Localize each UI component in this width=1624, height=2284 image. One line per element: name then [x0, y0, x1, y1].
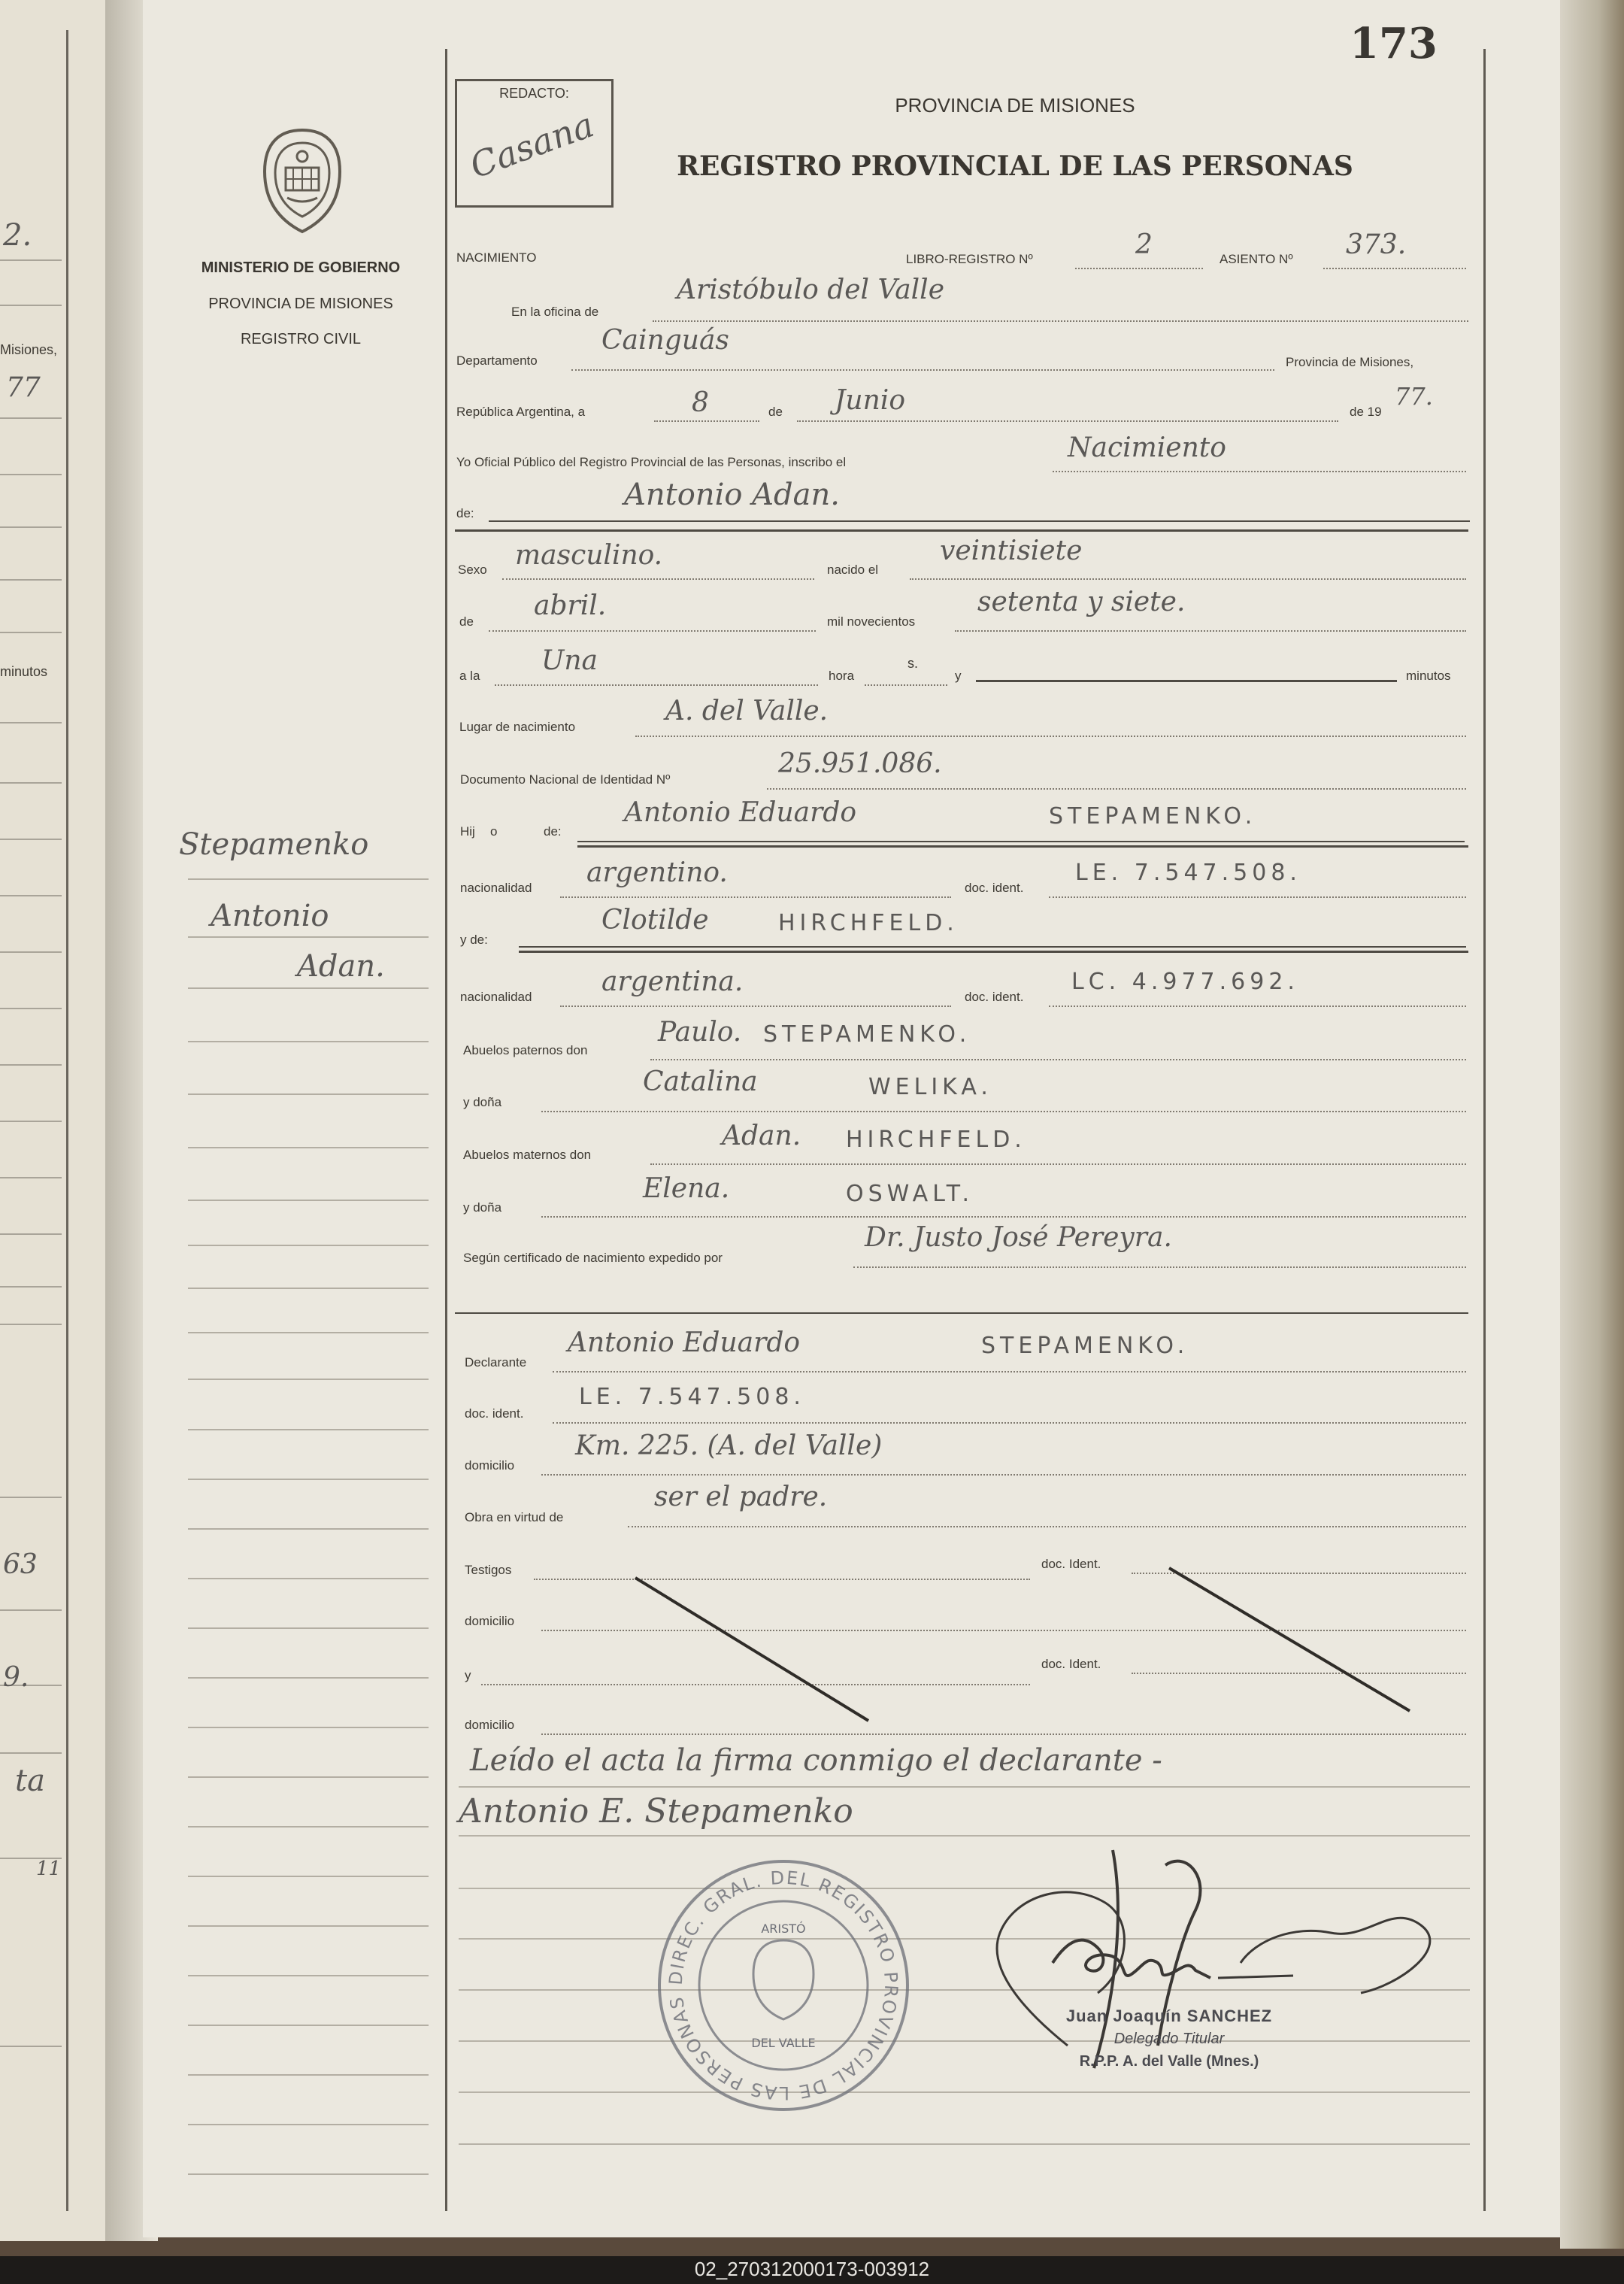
sexo-value: masculino.: [515, 540, 663, 571]
abuela-materna-apellido: OSWALT.: [846, 1181, 974, 1207]
abuela-paterna-apellido: WELIKA.: [868, 1074, 992, 1100]
footer-image-id: 02_270312000173-003912: [694, 2258, 930, 2280]
de-mes-label: de: [768, 405, 783, 419]
footer-bar: [0, 2256, 1624, 2284]
abuelos-maternos-label: Abuelos maternos don: [463, 1148, 592, 1162]
prev-page-fragment-1: 2.: [3, 218, 32, 253]
redacto-handwriting: Casana: [464, 104, 599, 187]
madre-nacionalidad: argentina.: [601, 966, 744, 997]
republica-label: República Argentina, a: [456, 405, 586, 419]
hora-value: Una: [541, 645, 598, 676]
prev-page-fragment-3: 77: [6, 372, 41, 403]
coat-of-arms-icon: [257, 126, 347, 235]
nacimiento-label: NACIMIENTO: [456, 250, 537, 265]
abuelo-materno: Adan.: [722, 1121, 801, 1151]
mil-label: mil novecientos: [827, 614, 916, 629]
padre-value: Antonio Eduardo: [624, 797, 857, 828]
prev-page-fragment-2: Misiones,: [0, 342, 58, 357]
oficina-label: En la oficina de: [511, 305, 599, 319]
redacto-label: REDACTO:: [499, 86, 569, 101]
province-subtitle: PROVINCIA DE MISIONES: [208, 296, 393, 312]
oficial-value: Nacimiento: [1068, 432, 1226, 463]
officer-office: R.P.P. A. del Valle (Mnes.): [1079, 2053, 1259, 2070]
asiento-label: ASIENTO Nº: [1220, 252, 1293, 266]
leido-statement: Leído el acta la firma conmigo el declarante -: [470, 1743, 1162, 1778]
obra-value: ser el padre.: [654, 1482, 828, 1512]
sexo-label: Sexo: [458, 563, 487, 577]
page-number: 173: [1350, 19, 1438, 68]
dni-label: Documento Nacional de Identidad Nº: [460, 772, 671, 787]
provincia-label: Provincia de Misiones,: [1286, 355, 1414, 369]
nacido-label: nacido el: [827, 563, 879, 577]
oficina-value: Aristóbulo del Valle: [677, 275, 944, 305]
y-de-label: y de:: [460, 933, 488, 947]
anio-nac-value: setenta y siete.: [977, 587, 1186, 617]
testigo1-doc-label: doc. Ident.: [1041, 1557, 1101, 1571]
prev-page-fragment-7: ta: [15, 1764, 45, 1798]
prev-page-fragment-4: minutos: [0, 664, 48, 679]
prev-page-fragment-6: 9.: [3, 1662, 29, 1693]
de-nombre-label: de:: [456, 506, 474, 520]
page-edge: [1560, 0, 1624, 2249]
nacionalidad-madre-label: nacionalidad: [460, 990, 532, 1004]
declarante-label: Declarante: [465, 1355, 527, 1369]
hijo-de-label: de:: [544, 824, 562, 839]
testigo1-domicilio-label: domicilio: [465, 1614, 515, 1628]
oficial-label: Yo Oficial Público del Registro Provincial de las Personas, inscribo el: [456, 455, 847, 469]
minutos-label: minutos: [1406, 669, 1451, 683]
testigos-strike-lines: [451, 1549, 1474, 1745]
lugar-label: Lugar de nacimiento: [459, 720, 576, 734]
abuela-paterna: Catalina: [643, 1066, 758, 1097]
declarante-apellido: STEPAMENKO.: [981, 1333, 1189, 1359]
margin-note-name-2: Adan.: [297, 949, 385, 984]
hora-label: hora: [829, 669, 855, 683]
redacto-box: [455, 79, 614, 208]
domicilio-value: Km. 225. (A. del Valle): [575, 1430, 883, 1461]
madre-value: Clotilde: [601, 905, 709, 936]
stamp-center-top: ARISTÓ: [761, 1922, 806, 1936]
nombre-value: Antonio Adan.: [624, 478, 840, 512]
madre-doc: LC. 4.977.692.: [1071, 969, 1299, 995]
lugar-value: A. del Valle.: [665, 696, 829, 726]
de-mes-nac-label: de: [459, 614, 474, 629]
ala-label: a la: [459, 669, 480, 683]
departamento-value: Cainguás: [601, 325, 729, 356]
testigo2-y-label: y: [465, 1668, 471, 1682]
padre-doc: LE. 7.547.508.: [1075, 860, 1301, 886]
anio-value: 77.: [1395, 382, 1433, 411]
declarante-doc: LE. 7.547.508.: [579, 1384, 805, 1410]
asiento-value: 373.: [1346, 229, 1407, 260]
declarante-value: Antonio Eduardo: [568, 1327, 801, 1358]
abuela-materna: Elena.: [643, 1173, 730, 1204]
registry-title: REGISTRO PROVINCIAL DE LAS PERSONAS: [677, 150, 1353, 182]
abuelo-paterno-apellido: STEPAMENKO.: [763, 1021, 971, 1048]
previous-page-strip: [0, 0, 120, 2241]
hijo-gender: o: [490, 824, 498, 839]
declarante-signature: Antonio E. Stepamenko: [459, 1792, 853, 1831]
prev-page-fragment-5: 63: [3, 1549, 38, 1580]
dona-paterna-label: y doña: [463, 1095, 502, 1109]
doc-ident-madre-label: doc. ident.: [965, 990, 1024, 1004]
hora-s: s.: [907, 656, 919, 671]
margin-note-name-1: Antonio: [211, 899, 329, 933]
certificado-label: Según certificado de nacimiento expedido por: [463, 1251, 723, 1265]
libro-label: LIBRO-REGISTRO Nº: [906, 252, 1033, 266]
svg-text:DIREC. GRAL. DEL REGISTRO PROV: [665, 1867, 902, 2104]
abuelo-materno-apellido: HIRCHFELD.: [846, 1127, 1026, 1153]
officer-title: Delegado Titular: [1113, 2031, 1225, 2047]
doc-ident-padre-label: doc. ident.: [965, 881, 1024, 895]
anio-label: de 19: [1350, 405, 1382, 419]
madre-apellido: HIRCHFELD.: [778, 910, 959, 936]
dni-value: 25.951.086.: [778, 748, 942, 779]
testigo2-doc-label: doc. Ident.: [1041, 1657, 1101, 1671]
certificado-value: Dr. Justo José Pereyra.: [865, 1222, 1172, 1253]
padre-nacionalidad: argentino.: [586, 857, 728, 888]
nacionalidad-padre-label: nacionalidad: [460, 881, 532, 895]
domicilio-label: domicilio: [465, 1458, 515, 1473]
declarante-doc-label: doc. ident.: [465, 1406, 524, 1421]
mes-value: Junio: [835, 385, 905, 416]
dona-materna-label: y doña: [463, 1200, 502, 1215]
registry-stamp-seal: [648, 1850, 919, 2121]
officer-name: Juan Joaquín SANCHEZ: [1065, 2006, 1273, 2025]
province-title: PROVINCIA DE MISIONES: [895, 94, 1135, 117]
nacido-value: veintisiete: [940, 535, 1083, 566]
stamp-center-bottom: DEL VALLE: [751, 2036, 816, 2050]
obra-label: Obra en virtud de: [465, 1510, 564, 1524]
dia-value: 8: [692, 387, 709, 418]
libro-value: 2: [1135, 229, 1153, 260]
prev-page-fragment-8: 11: [36, 1858, 62, 1880]
testigos-label: Testigos: [465, 1563, 512, 1577]
civil-registry-subtitle: REGISTRO CIVIL: [240, 331, 362, 347]
abuelo-paterno: Paulo.: [658, 1017, 742, 1048]
testigo2-domicilio-label: domicilio: [465, 1718, 515, 1732]
ministry-title: MINISTERIO DE GOBIERNO: [201, 259, 401, 276]
mes-nac-value: abril.: [534, 590, 607, 621]
padre-apellido: STEPAMENKO.: [1049, 803, 1257, 830]
abuelos-paternos-label: Abuelos paternos don: [463, 1043, 588, 1057]
y-label: y: [955, 669, 962, 683]
stamp-ring-text: DIREC. GRAL. DEL REGISTRO PROVINCIAL DE LAS PERSONAS: [665, 1867, 902, 2104]
margin-note-surname: Stepamenko: [179, 827, 369, 862]
hijo-label: Hij: [460, 824, 475, 839]
departamento-label: Departamento: [456, 353, 538, 368]
